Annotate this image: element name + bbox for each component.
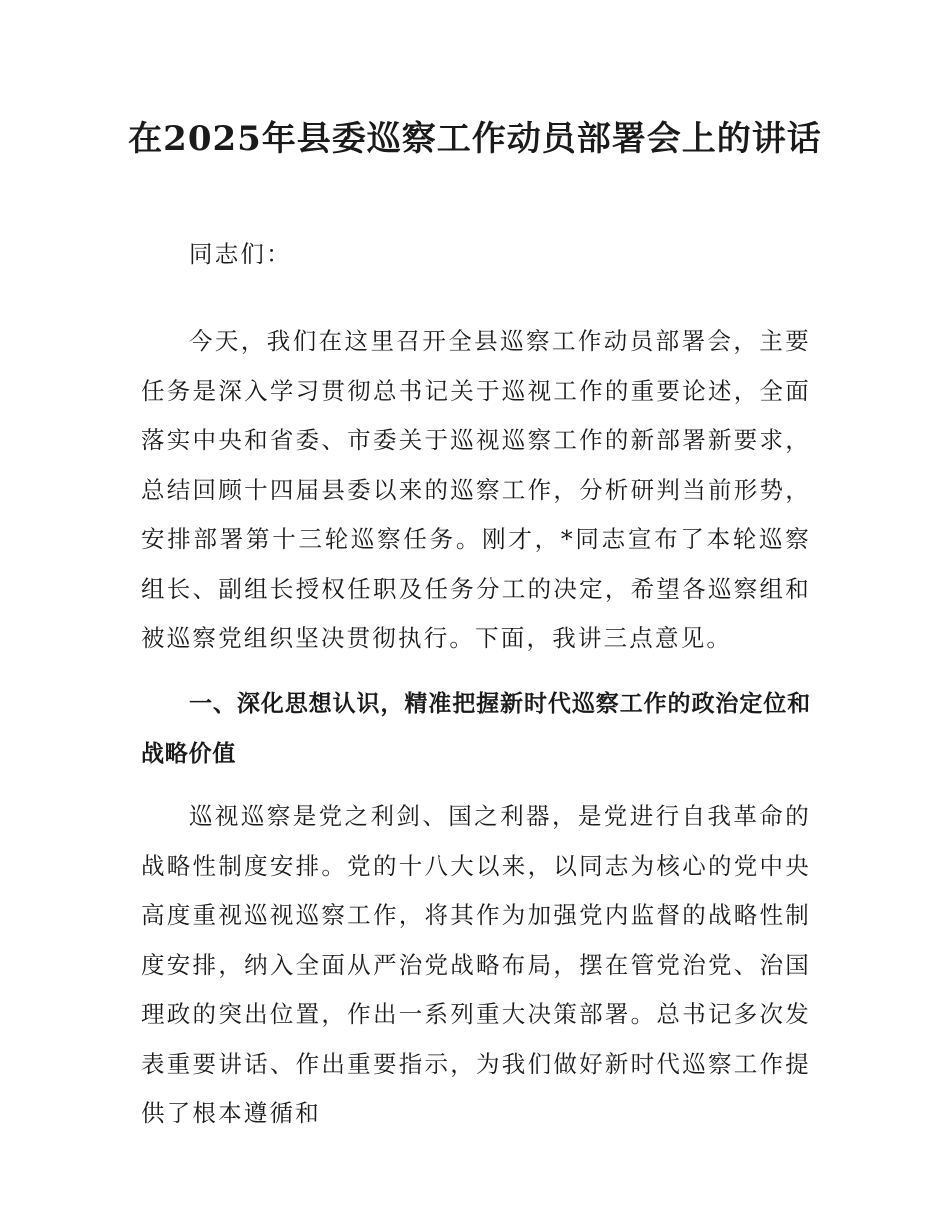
document-title: 在2025年县委巡察工作动员部署会上的讲话 xyxy=(128,119,822,159)
greeting: 同志们： xyxy=(189,240,292,268)
paragraph-section-1: 巡视巡察是党之利剑、国之利器，是党进行自我革命的战略性制度安排。党的十八大以来，以同志为核心的党中央高度重视巡视巡察工作，将其作为加强党内监督的战略性制度安排，纳入全面从严治党战略布局，摆在管党治党、治国理政的突出位置，作出一系列重大决策部署。总书记多次发表重要讲话、作出重要指示，为我们做好新时代巡察工作提供了根本遵循和 xyxy=(141,802,811,1127)
paragraph-intro: 今天，我们在这里召开全县巡察工作动员部署会，主要任务是深入学习贯彻总书记关于巡视工作的重要论述，全面落实中央和省委、市委关于巡视巡察工作的新部署新要求，总结回顾十四届县委以来的巡察工作，分析研判当前形势，安排部署第十三轮巡察任务。刚才，*同志宣布了本轮巡察组长、副组长授权任职及任务分工的决定，希望各巡察组和被巡察党组织坚决贯彻执行。下面，我讲三点意见。 xyxy=(141,327,811,652)
section-heading-1: 一、深化思想认识，精准把握新时代巡察工作的政治定位和战略价值 xyxy=(141,691,811,767)
